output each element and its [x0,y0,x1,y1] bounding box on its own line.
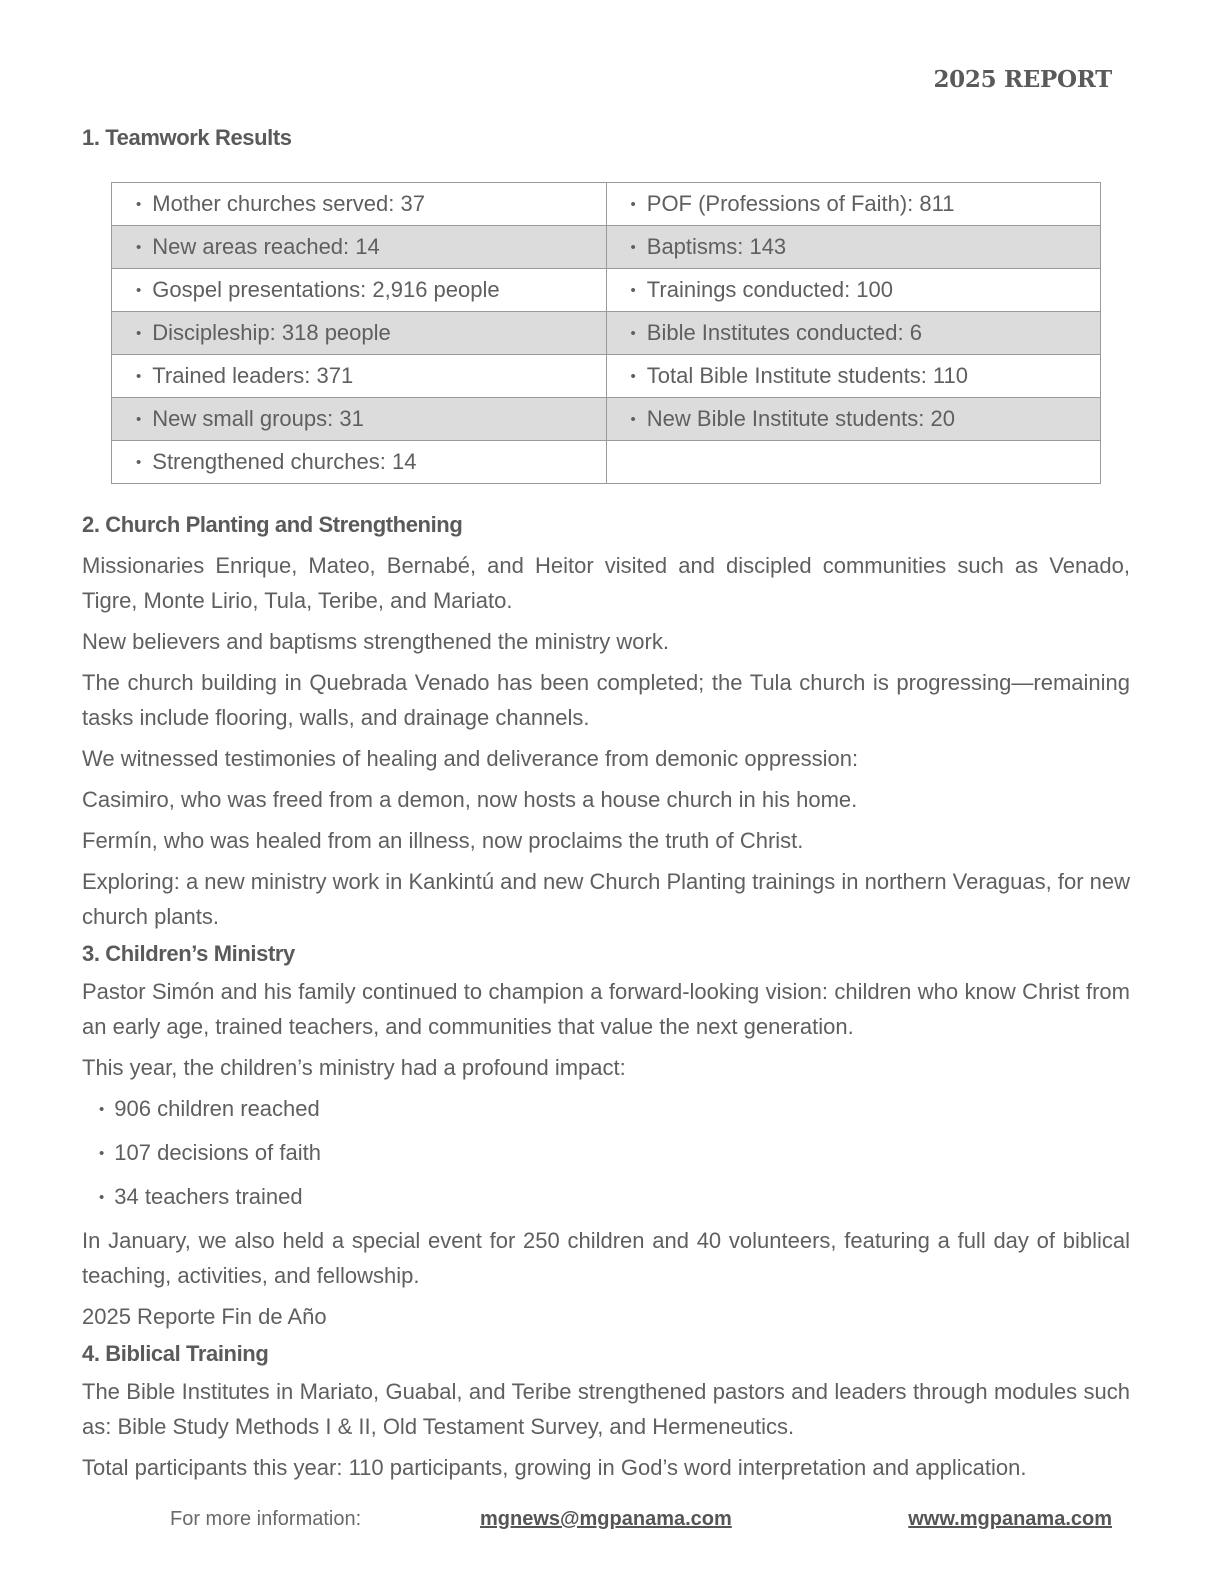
stat-item: • Gospel presentations: 2,916 people [136,277,500,302]
section-title-childrens-ministry: 3. Children’s Ministry [82,941,295,966]
table-row [112,269,1101,312]
table-cell [112,269,607,312]
paragraph: New believers and baptisms strengthened the ministry work. [82,629,669,654]
section-title-church-planting: 2. Church Planting and Strengthening [82,512,463,537]
list-item: • 34 teachers trained [99,1179,1130,1217]
stat-item: • Mother churches served: 37 [136,191,425,216]
paragraph: Missionaries Enrique, Mateo, Bernabé, and Heitor visited and discipled communities such as Venado, Tigre, Monte Lirio, Tula, Teribe, and Mariato. [82,553,1130,613]
stat-item: • Trained leaders: 371 [136,363,353,388]
footer-label: For more information: [170,1508,362,1530]
stat-item: • Total Bible Institute students: 110 [631,363,969,388]
stat-item: • Bible Institutes conducted: 6 [631,320,922,345]
paragraph: 2025 Reporte Fin de Año [82,1304,327,1329]
report-label: 2025 REPORT [933,66,1112,93]
stat-item: • Baptisms: 143 [631,234,787,259]
paragraph: This year, the children’s ministry had a profound impact: [82,1055,626,1080]
paragraph: In January, we also held a special event for 250 children and 40 volunteers, featuring a full day of biblical teaching, activities, and fellowship. [82,1228,1130,1288]
paragraph: Total participants this year: 110 participants, growing in God’s word interpretation and application. [82,1455,1027,1480]
paragraph: Fermín, who was healed from an illness, now proclaims the truth of Christ. [82,828,804,853]
table-cell [606,312,1101,355]
table-row [112,226,1101,269]
teamwork-results-table [111,182,1101,484]
paragraph: Casimiro, who was freed from a demon, now hosts a house church in his home. [82,787,858,812]
table-cell [112,226,607,269]
list-item: • 906 children reached [99,1091,1130,1129]
table-cell [606,355,1101,398]
table-row [112,183,1101,226]
stat-item: • New small groups: 31 [136,406,364,431]
stat-item: • Discipleship: 318 people [136,320,391,345]
table-cell [606,226,1101,269]
table-cell-empty [606,441,1101,484]
email-link[interactable]: mgnews@mgpanama.com [480,1508,732,1530]
children-impact-list [82,1091,1130,1217]
table-row [112,355,1101,398]
section-title-teamwork: 1. Teamwork Results [82,125,292,150]
list-item: • 107 decisions of faith [99,1135,1130,1173]
table-cell [606,269,1101,312]
table-cell [606,398,1101,441]
paragraph: We witnessed testimonies of healing and deliverance from demonic oppression: [82,746,859,771]
table-cell [112,355,607,398]
table-cell [112,183,607,226]
table-row [112,441,1101,484]
table-cell [112,398,607,441]
section-title-biblical-training: 4. Biblical Training [82,1341,269,1366]
table-cell [112,441,607,484]
table-cell [112,312,607,355]
paragraph: The church building in Quebrada Venado has been completed; the Tula church is progressing—remaining tasks include flooring, walls, and drainage channels. [82,670,1130,730]
table-cell [606,183,1101,226]
paragraph: Exploring: a new ministry work in Kankintú and new Church Planting trainings in northern Veraguas, for new church plants. [82,869,1130,929]
stat-item: • New areas reached: 14 [136,234,380,259]
footer [0,1508,1224,1536]
stat-item: • POF (Professions of Faith): 811 [631,191,955,216]
table-row [112,398,1101,441]
table-row [112,312,1101,355]
website-link[interactable]: www.mgpanama.com [908,1508,1112,1530]
stat-item: • New Bible Institute students: 20 [631,406,955,431]
paragraph: Pastor Simón and his family continued to champion a forward-looking vision: children who know Christ from an early age, trained teachers, and communities that value the next generation. [82,979,1130,1039]
paragraph: The Bible Institutes in Mariato, Guabal, and Teribe strengthened pastors and leaders through modules such as: Bible Study Methods I & II, Old Testament Survey, and Hermeneutics. [82,1379,1130,1439]
stat-item: • Trainings conducted: 100 [631,277,894,302]
stat-item: • Strengthened churches: 14 [136,449,416,474]
report-content [82,124,1130,1491]
